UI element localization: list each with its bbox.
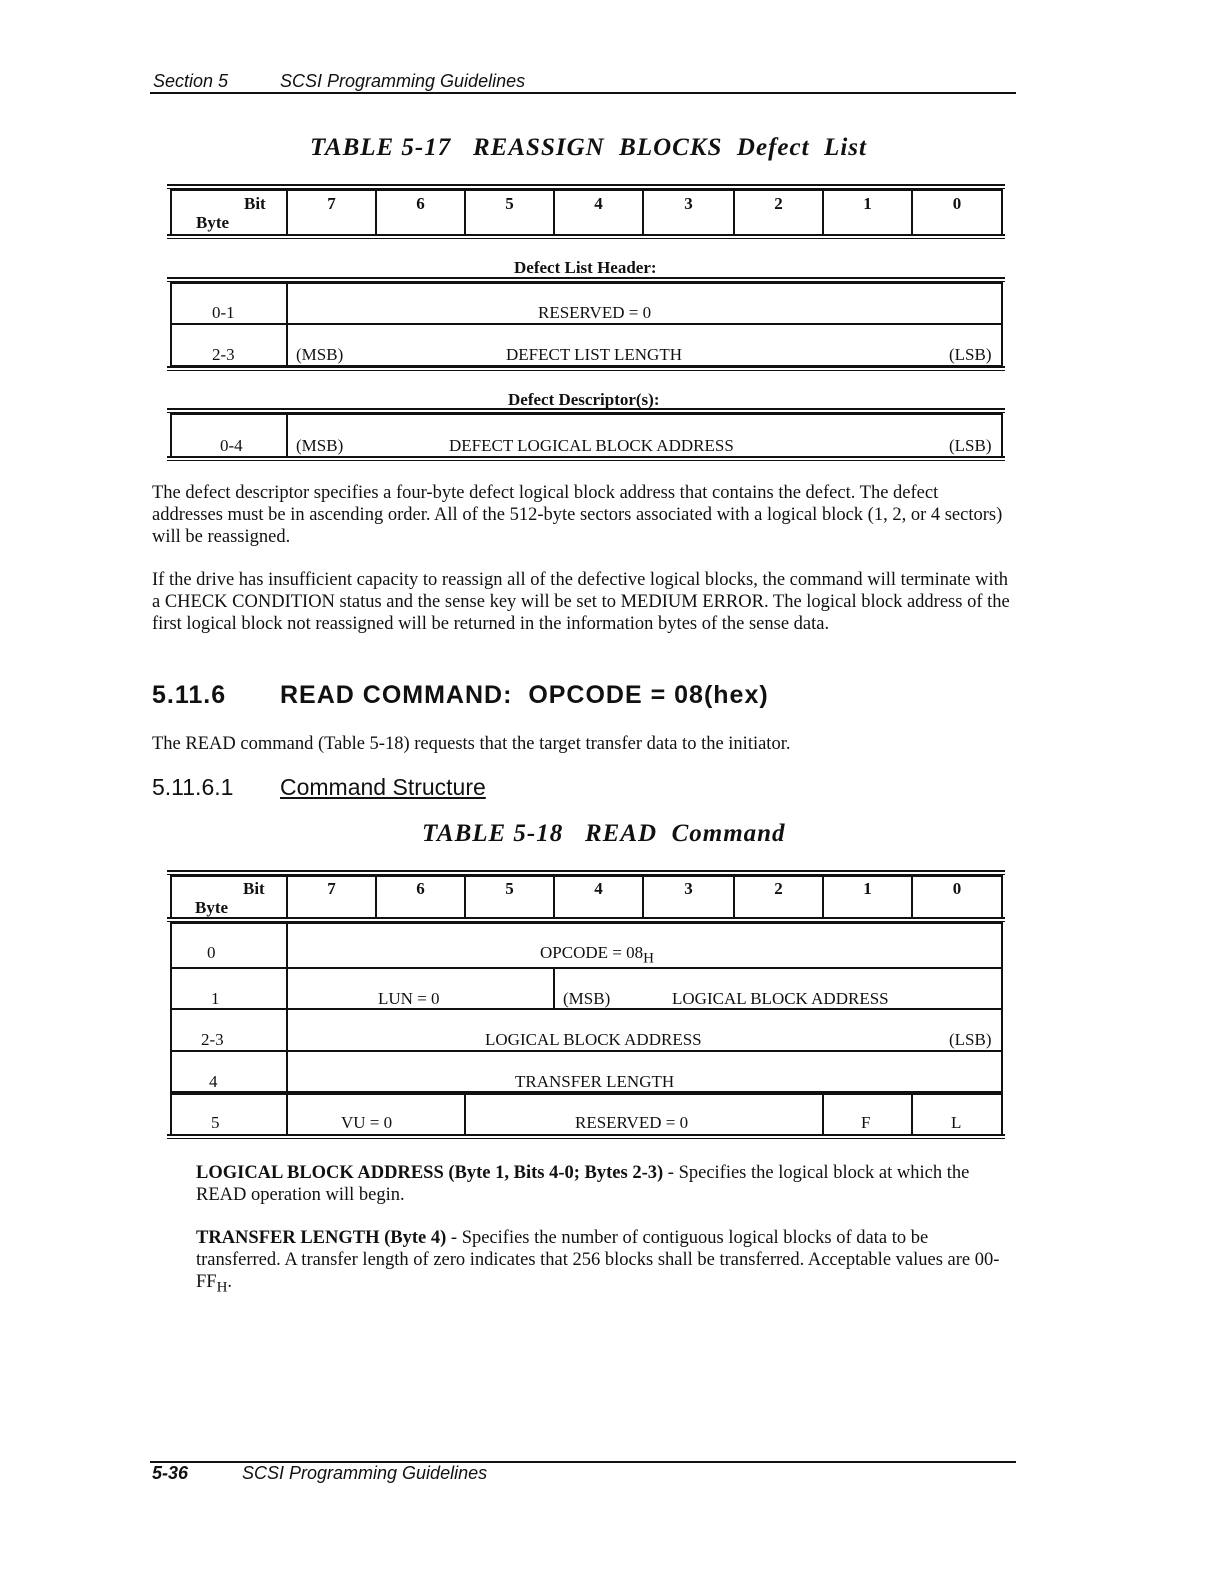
- byte-cell: [170, 922, 288, 969]
- byte-cell: [170, 1008, 288, 1052]
- bit-label: Bit: [243, 879, 265, 898]
- lba-field: LOGICAL BLOCK ADDRESS: [672, 989, 889, 1008]
- subsection-title: Command Structure: [280, 774, 486, 800]
- bit-number: 6: [416, 879, 425, 898]
- paragraph-insufficient-capacity: If the drive has insufficient capacity to reassign all of the defective logical blocks, the command will terminate with a CHECK CONDITION status and the sense key will be set to MEDIUM ERROR. The logical block address of the first logical block not reassigned will be returned in the information bytes of the sense data.: [152, 570, 1010, 634]
- byte-label: Byte: [196, 213, 230, 232]
- defect-descriptors-title: Defect Descriptor(s):: [508, 390, 660, 409]
- definition-text: - Specifies the number of contiguous logical blocks of data to be transferred. A transfer length of zero indicates that 256 blocks shall be transferred. Acceptable values are 00-FF: [196, 1228, 1000, 1292]
- paragraph-defect-descriptor: The defect descriptor specifies a four-byte defect logical block address that contains the defect. The defect addresses must be in ascending order. All of the 512-byte sectors associated with a logical block (1, 2, or 4 sectors) will be reassigned.: [152, 483, 1003, 547]
- defect-list-length-field: DEFECT LIST LENGTH: [506, 345, 682, 364]
- bit-byte-header-cell: [170, 875, 288, 919]
- bit-number: 1: [863, 194, 872, 213]
- byte-label: 0-1: [212, 303, 235, 322]
- reserved-field: RESERVED = 0: [575, 1113, 689, 1132]
- bit-number: 5: [505, 194, 514, 213]
- lba-field: LOGICAL BLOCK ADDRESS: [485, 1030, 702, 1049]
- byte-label: 0-4: [220, 436, 243, 455]
- section-intro: The READ command (Table 5-18) requests that the target transfer data to the initiator.: [152, 734, 791, 754]
- section-title: READ COMMAND: OPCODE = 08(hex): [280, 681, 769, 709]
- byte-cell: [170, 1050, 288, 1093]
- byte-label: 0: [207, 943, 216, 962]
- f-bit: F: [861, 1113, 871, 1132]
- lsb-label: (LSB): [949, 345, 992, 364]
- bit-number: 3: [684, 879, 693, 898]
- table-rule: [167, 366, 1005, 371]
- bit-number: 2: [774, 194, 783, 213]
- hex-subscript: H: [216, 1279, 228, 1296]
- definition-transfer-length: [196, 1227, 1002, 1299]
- opcode-field: [540, 943, 654, 967]
- byte-label: 1: [211, 989, 220, 1008]
- bit-number: 2: [774, 879, 783, 898]
- table-rule: [167, 234, 1005, 239]
- byte-label: Byte: [195, 898, 229, 917]
- bit-number: 7: [327, 194, 336, 213]
- msb-label: (MSB): [296, 436, 344, 455]
- bit-number: 7: [327, 879, 336, 898]
- opcode-text: OPCODE = 08: [540, 943, 644, 962]
- bit-label: Bit: [244, 194, 266, 213]
- bit-number: 0: [952, 879, 962, 898]
- bit-number: 3: [684, 194, 693, 213]
- definition-text: - Specifies the logical block at which the READ operation will begin.: [196, 1163, 970, 1205]
- byte-cell: [170, 967, 288, 1010]
- msb-label: (MSB): [296, 345, 344, 364]
- byte-label: 5: [211, 1113, 220, 1132]
- reserved-field: RESERVED = 0: [538, 303, 652, 322]
- byte-label: 4: [209, 1072, 218, 1091]
- defect-list-header-title: Defect List Header:: [514, 258, 657, 277]
- definition-term: LOGICAL BLOCK ADDRESS (Byte 1, Bits 4-0; Bytes 2-3): [196, 1163, 664, 1183]
- table-5-18-title: TABLE 5-18 READ Command: [422, 820, 786, 847]
- header-section: Section 5: [153, 71, 229, 91]
- footer-page-number: 5-36: [152, 1463, 189, 1483]
- lsb-label: (LSB): [949, 436, 992, 455]
- definition-logical-block-address: [196, 1162, 996, 1206]
- msb-label: (MSB): [563, 989, 611, 1008]
- byte-label: 2-3: [201, 1030, 224, 1049]
- lsb-label: (LSB): [949, 1030, 992, 1049]
- defect-lba-field: DEFECT LOGICAL BLOCK ADDRESS: [449, 436, 734, 455]
- bit-number: 1: [863, 879, 872, 898]
- bit-number: 6: [416, 194, 425, 213]
- header-rule: [150, 92, 1016, 94]
- hex-subscript: H: [643, 950, 654, 967]
- lun-lba-divider: [553, 967, 555, 1010]
- bit-number: 0: [952, 194, 962, 213]
- footer-title: SCSI Programming Guidelines: [242, 1463, 488, 1483]
- byte-label: 2-3: [212, 345, 235, 364]
- header-title: SCSI Programming Guidelines: [280, 71, 526, 91]
- bit-number: 5: [505, 879, 514, 898]
- table-bottom-rule: [167, 456, 1005, 461]
- table-5-17-title: TABLE 5-17 REASSIGN BLOCKS Defect List: [310, 134, 867, 161]
- l-bit: L: [951, 1113, 962, 1132]
- lun-field: LUN = 0: [378, 989, 440, 1008]
- bit-number: 4: [594, 194, 603, 213]
- table-bottom-rule: [167, 1134, 1005, 1139]
- transfer-length-field: TRANSFER LENGTH: [515, 1072, 675, 1091]
- vu-field: VU = 0: [341, 1113, 393, 1132]
- bit-number: 4: [594, 879, 603, 898]
- subsection-number: 5.11.6.1: [152, 774, 234, 800]
- definition-end: .: [227, 1272, 233, 1292]
- byte-cell: [170, 1093, 288, 1136]
- section-number: 5.11.6: [152, 681, 227, 709]
- definition-term: TRANSFER LENGTH (Byte 4): [196, 1228, 447, 1248]
